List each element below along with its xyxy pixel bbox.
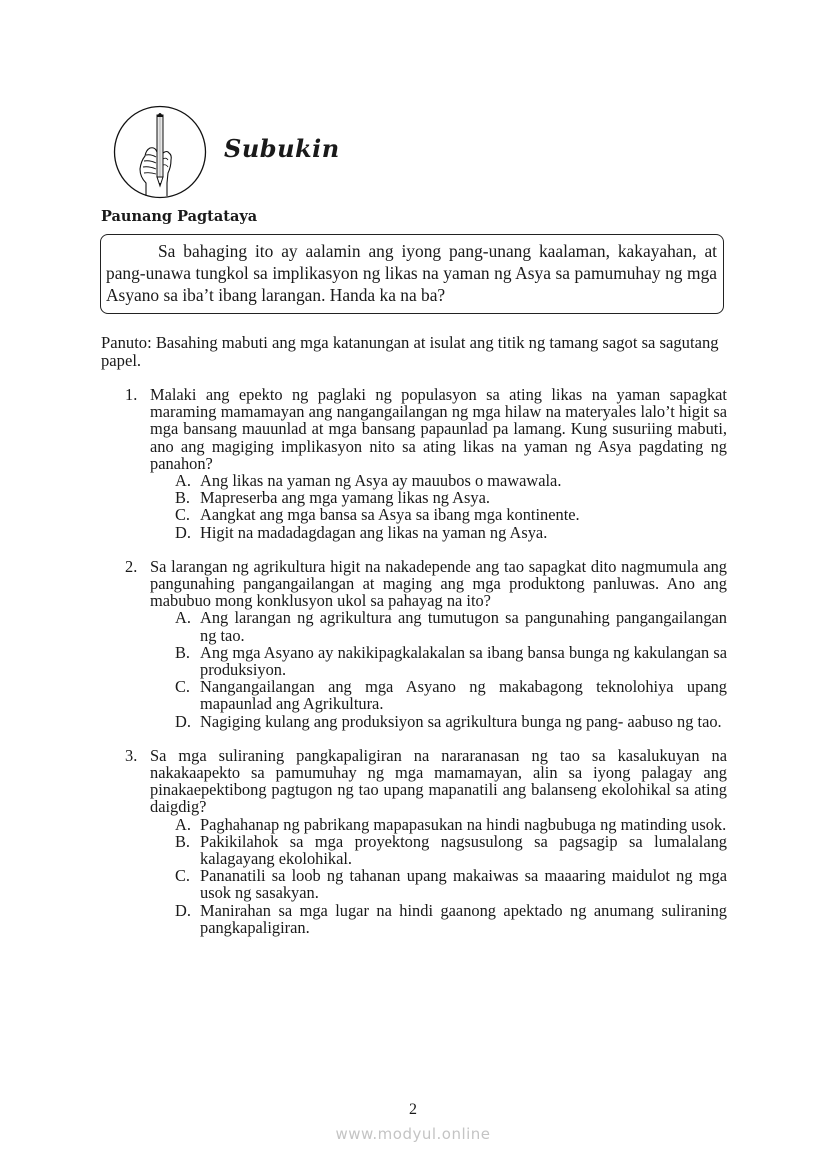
choice-text: Manirahan sa mga lugar na hindi gaanong apektado ng anumang suliraning pangkapaligiran. [200, 900, 727, 937]
choice-d [175, 902, 727, 936]
choice-b [175, 644, 727, 678]
question-text: Malaki ang epekto ng paglaki ng populasyon sa ating likas na yaman sapagkat maraming mamamayan ang nangangailangan ng mga hilaw na materyales lalo’t higit sa mga bansang mauunlad at mga bansang papaunlad pa lamang. Kung susuriing mabuti, ano ang magiging implikasyon nito sa ating likas na yaman ng Asya pagdating ng panahon? [150, 385, 727, 473]
question-number: 2. [125, 556, 138, 576]
question-2 [101, 558, 727, 730]
choice-letter: D. [175, 711, 191, 731]
choice-list [101, 816, 727, 936]
question-text: Sa mga suliraning pangkapaligiran na nararanasan ng tao sa kasalukuyan na nakakaapekto sa pamumuhay ng mga mamamayan, alin sa iyong palagay ang pinakaepektibong pagtugon ng tao upang mapanatili ang balanseng ekolohikal sa ating daigdig? [150, 745, 727, 817]
pencil-in-hand-icon [113, 105, 207, 199]
choice-text: Ang mga Asyano ay nakikipagkalakalan sa ibang bansa bunga ng kakulangan sa produksiyon. [200, 642, 727, 680]
choice-b [175, 833, 727, 867]
choice-text: Pananatili sa loob ng tahanan upang makaiwas sa maaaring maidulot ng mga usok ng sasakyan. [200, 866, 727, 903]
choice-letter: A. [175, 471, 191, 491]
question-text: Sa larangan ng agrikultura higit na nakadepende ang tao sapagkat dito nagmumula ang pangunahing pangangailangan at maging ang mga produktong panluwas. Ano ang mabubuo mong konklusyon ukol sa pahayag na ito? [150, 556, 727, 611]
choice-letter: B. [175, 642, 191, 662]
choice-c [175, 506, 727, 523]
section-subtitle: Paunang Pagtataya [101, 208, 258, 225]
intro-text: Sa bahaging ito ay aalamin ang iyong pang-unang kaalaman, kakayahan, at pang-unawa tungkol sa implikasyon ng likas na yaman ng Asya sa pamumuhay ng mga Asyano sa iba’t ibang larangan. Handa ka na ba? [106, 241, 717, 305]
question-number: 1. [125, 385, 138, 404]
choice-letter: B. [175, 831, 191, 851]
choice-text: Paghahanap ng pabrikang mapapasukan na hindi nagbubuga ng matinding usok. [200, 814, 727, 834]
choice-text: Ang likas na yaman ng Asya ay mauubos o mawawala. [200, 471, 562, 491]
choice-letter: C. [175, 677, 191, 697]
choice-letter: D. [175, 900, 191, 920]
choice-d [175, 524, 727, 541]
choice-a [175, 816, 727, 833]
choice-c [175, 867, 727, 901]
choice-letter: D. [175, 522, 191, 542]
question-number: 3. [125, 745, 138, 765]
question-1 [101, 386, 727, 541]
question-list [101, 386, 727, 953]
choice-letter: C. [175, 505, 191, 525]
choice-text: Nagiging kulang ang produksiyon sa agrikultura bunga ng pang- aabuso ng tao. [200, 711, 722, 731]
page-number: 2 [409, 1101, 417, 1118]
choice-letter: A. [175, 814, 191, 834]
choice-text: Mapreserba ang mga yamang likas ng Asya. [200, 488, 490, 508]
choice-text: Ang larangan ng agrikultura ang tumutugon sa pangunahing pangangailangan ng tao. [200, 608, 727, 645]
choice-c [175, 678, 727, 712]
choice-text: Nangangailangan ang mga Asyano ng makabagong teknolohiya upang mapaunlad ang Agrikultura. [200, 677, 727, 714]
choice-letter: A. [175, 608, 191, 628]
choice-letter: B. [175, 488, 191, 508]
choice-list [101, 472, 727, 541]
choice-a [175, 472, 727, 489]
choice-d [175, 713, 727, 730]
choice-list [101, 609, 727, 729]
choice-text: Higit na madadagdagan ang likas na yaman ng Asya. [200, 522, 548, 542]
directions-text: Panuto: Basahing mabuti ang mga katanungan at isulat ang titik ng tamang sagot sa sagutang papel. [101, 333, 719, 370]
watermark-text: www.modyul.online [335, 1125, 491, 1143]
question-3 [101, 747, 727, 936]
page-title: Subukin [224, 134, 340, 163]
choice-text: Aangkat ang mga bansa sa Asya sa ibang mga kontinente. [200, 505, 580, 525]
intro-box [100, 234, 724, 314]
choice-letter: C. [175, 866, 191, 886]
choice-text: Pakikilahok sa mga proyektong nagsusulong sa pagsagip sa lumalalang kalagayang ekolohikal. [200, 831, 727, 869]
choice-b [175, 489, 727, 506]
choice-a [175, 609, 727, 643]
